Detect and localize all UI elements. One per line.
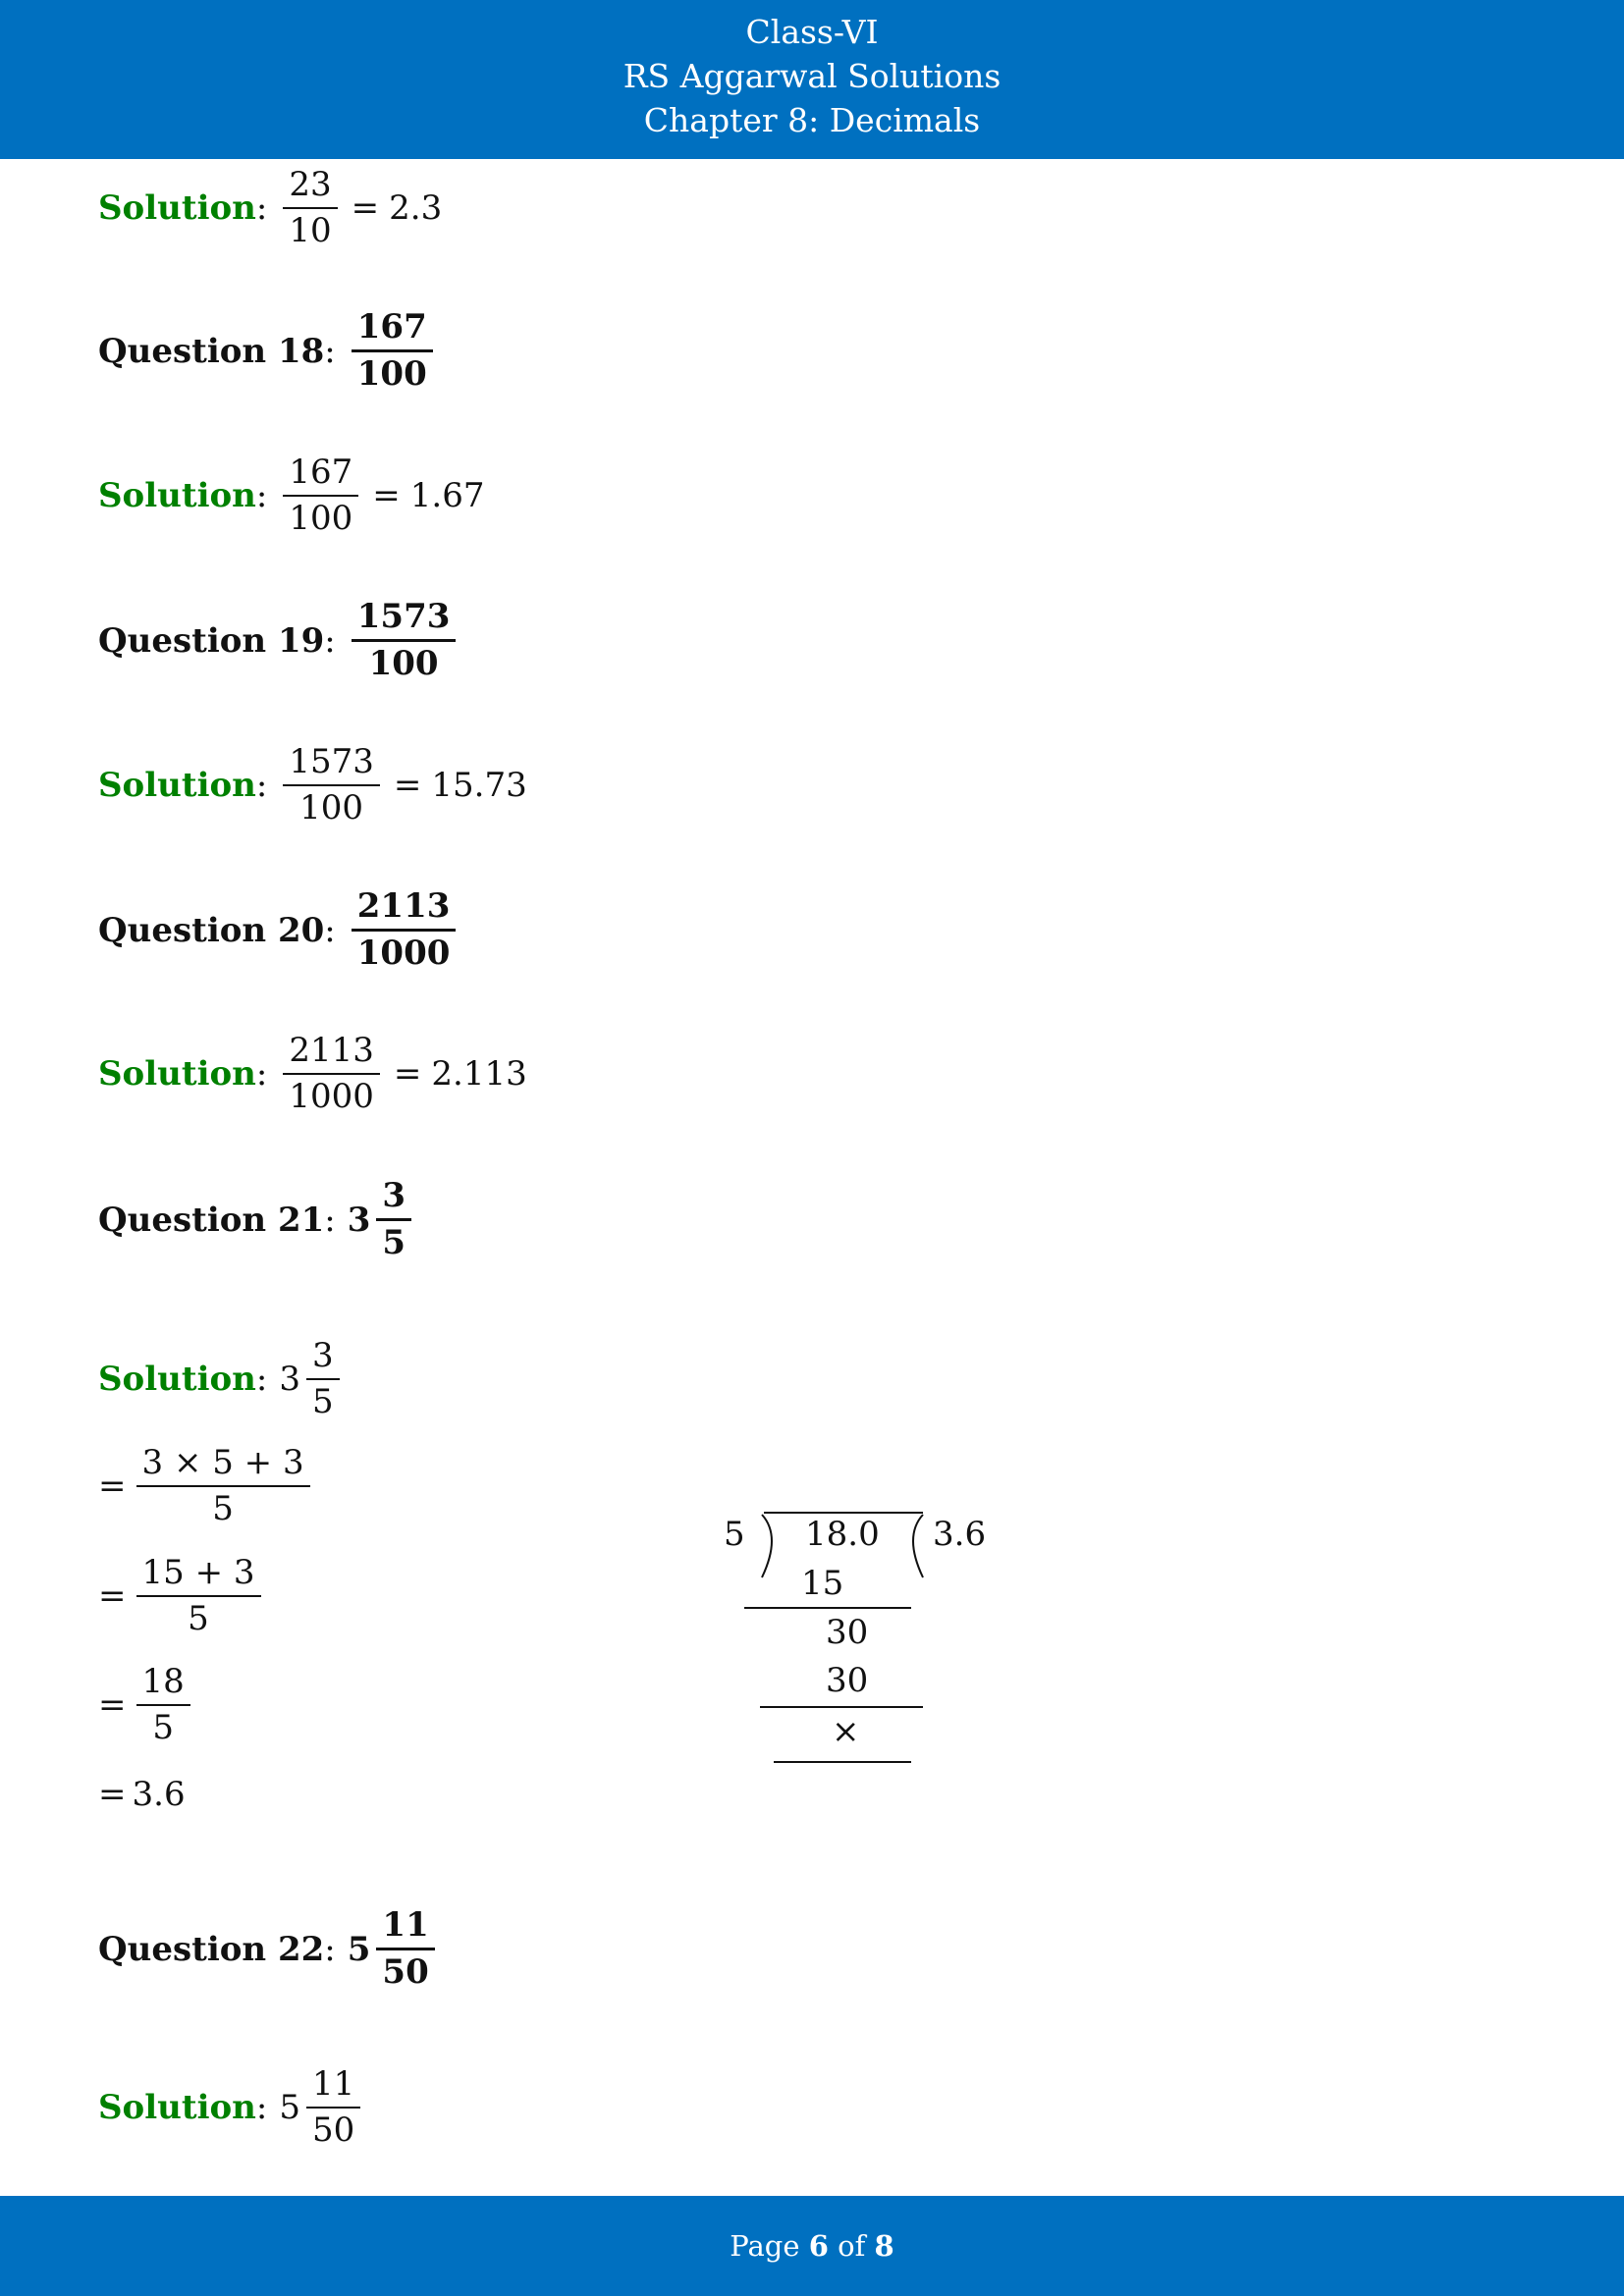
result: 3.6 [132,1775,186,1814]
solution-label: Solution [98,2088,256,2128]
solution-21-step-1: = $\frac{3 \times 5 + 3}{5}$ [98,1445,314,1528]
subtrahend-1: 15 [801,1564,844,1603]
solution-19: Solution : $\frac{1573}{100}$ = 15.73 [98,742,527,828]
result: 1.67 [409,476,485,516]
question-21: Question 21 : 3 $\frac{3}{5}$ [98,1178,415,1262]
result: 2.3 [389,188,443,229]
solution-22: Solution : 5 $\frac{11}{50}$ [98,2066,364,2150]
page-footer [0,2196,1624,2296]
fraction: $\frac{15 + 3}{5}$ [136,1555,261,1638]
header-class: Class-VI [745,13,879,51]
question-label: Question 22 [98,1929,325,1969]
fraction: $\frac{23}{10}$ [283,167,337,250]
fraction: $\frac{11}{50}$ [376,1907,434,1992]
fraction: $\frac{3 \times 5 + 3}{5}$ [136,1445,310,1528]
quotient: 3.6 [933,1515,987,1554]
fraction: $\frac{11}{50}$ [306,2066,360,2150]
solution-21-step-3: = $\frac{18}{5}$ [98,1664,194,1747]
fraction: $\frac{2113}{1000}$ [352,888,457,973]
solution-label: Solution [98,1054,256,1095]
division-rule [774,1761,911,1763]
question-label: Question 18 [98,331,325,371]
mixed-whole: 3 [279,1360,300,1400]
page-total: 8 [874,2229,894,2263]
division-rule [744,1607,911,1609]
remainder-1: 30 [826,1613,869,1652]
question-22: Question 22 : 5 $\frac{11}{50}$ [98,1907,439,1992]
page-number: 6 [808,2229,829,2263]
fraction: $\frac{167}{100}$ [352,309,433,394]
fraction: $\frac{18}{5}$ [136,1664,190,1747]
fraction: $\frac{1573}{100}$ [352,599,457,683]
of-word: of [838,2229,866,2263]
page-word: Page [730,2229,800,2263]
mixed-whole: 5 [347,1929,371,1969]
result: 2.113 [431,1054,527,1095]
solution-label: Solution [98,188,256,229]
final-remainder: × [832,1712,860,1751]
fraction: $\frac{3}{5}$ [376,1178,411,1262]
long-division [707,1507,1001,1782]
question-label: Question 20 [98,910,325,950]
question-label: Question 19 [98,620,325,661]
mixed-whole: 3 [347,1200,371,1240]
dividend: 18.0 [805,1515,880,1554]
question-19: Question 19 : $\frac{1573}{100}$ [98,599,460,683]
solution-label: Solution [98,476,256,516]
question-18: Question 18 : $\frac{167}{100}$ [98,309,437,394]
result: 15.73 [431,766,527,806]
fraction: $\frac{1573}{100}$ [283,744,380,828]
fraction: $\frac{2113}{1000}$ [283,1033,380,1116]
header-chapter: Chapter 8: Decimals [643,101,981,139]
mixed-whole: 5 [279,2088,300,2128]
fraction: $\frac{3}{5}$ [306,1338,340,1421]
fraction: $\frac{167}{100}$ [283,454,358,538]
header-book: RS Aggarwal Solutions [623,57,1001,95]
solution-21-step-2: = $\frac{15 + 3}{5}$ [98,1555,265,1638]
solution-label: Solution [98,1360,256,1400]
solution-21-result: = 3.6 [98,1775,186,1814]
question-label: Question 21 [98,1200,325,1240]
page-header [0,0,1624,159]
division-rule [760,1706,923,1708]
solution-18: Solution : $\frac{167}{100}$ = 1.67 [98,453,485,539]
subtrahend-2: 30 [826,1661,869,1700]
solution-label: Solution [98,766,256,806]
solution-21: Solution : 3 $\frac{3}{5}$ [98,1338,344,1421]
solution-17: Solution : $\frac{23}{10}$ = 2.3 [98,165,443,251]
question-20: Question 20 : $\frac{2113}{1000}$ [98,888,460,973]
solution-20: Solution : $\frac{2113}{1000}$ = 2.113 [98,1031,527,1117]
divisor: 5 [724,1515,745,1554]
